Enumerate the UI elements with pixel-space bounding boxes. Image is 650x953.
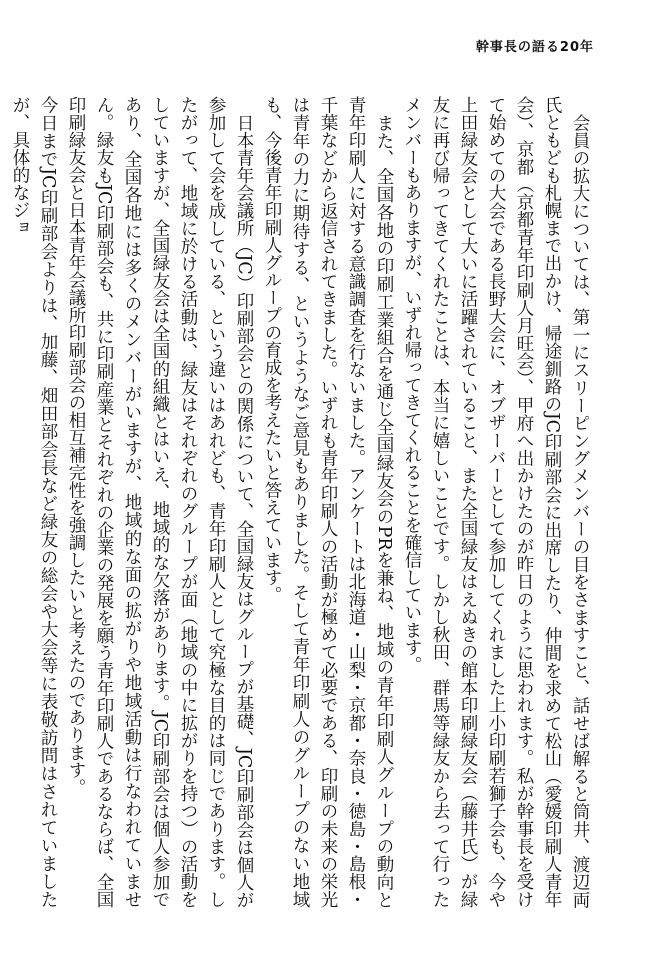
- body-text: [10, 96, 594, 909]
- paragraph-survey: また、全国各地の印刷工業組合を通じ全国緑友会のPRを兼ね、地域の青年印刷人グループの動向と青年印刷人に対する意識調査を行ないました。アンケートは北海道・山梨・京都・奈良・徳島・島根・千葉などから返信されてきました。いずれも青年印刷人の活動が極めて必要である、印刷の未来の栄光は青年の力に期待する、というようなご意見もありました。そして青年印刷人のグループのない地域も、今後青年印刷人グループの育成を考えたいと答えています。: [262, 96, 394, 908]
- paragraph-continuation: 今日までJC印刷部会よりは、加藤、畑田部会長など緑友の総会や大会等に表敬訪問はされていましたが、具体的なジョ: [10, 96, 58, 908]
- paragraph-jc-relations: 日本青年会議所（JC）印刷部会との関係について、全国緑友はグループが基礎、JC印刷部会は個人が参加して会を成している、という違いはあれども、青年印刷人として究極な目的は同じであります。したがって、地域に於ける活動は、緑友はそれぞれのグループが面（地域の中に拡がりを持つ）の活動をしていますが、全国緑友会は全国的組織とはいえ、地域的な欠落があります。JC印刷部会は個人参加であり、全国各地には多くのメンバーがいますが、地域的な面の拡がりや地域活動は行なわれていません。緑友もJC印刷部会も、共に印刷産業とそれぞれの企業の発展を願う青年印刷人であるならば、全国印刷緑友会と日本青年会議所印刷部会の相互補完性を強調したいと考えたのであります。: [66, 96, 254, 909]
- running-head: 幹事長の語る20年: [475, 40, 594, 55]
- paragraph-membership: 会員の拡大については、第一にスリーピングメンバーの目をさますこと、話せば解ると筒井、渡辺両氏ともども札幌まで出かけ、帰途釧路のJC印刷部会に出席したり、仲間を求めて松山（愛媛印刷人青年会）、京都（京都青年印刷人月旺会）、甲府へ出かけたのが昨日のように思われます。私が幹事長を受けて始めての大会である長野大会に、オブザーバーとして参加してくれました上小印刷若獅子会も、今や上田緑友会として大いに活躍されていること、また全国緑友はえぬきの館本印刷緑友会（藤井氏）が緑友に再び帰ってきてくれたことは、本当に嬉しいことです。しかし秋田、群馬等緑友から去って行ったメンバーもありますが、いずれ帰ってきてくれることを確信しています。: [402, 96, 590, 908]
